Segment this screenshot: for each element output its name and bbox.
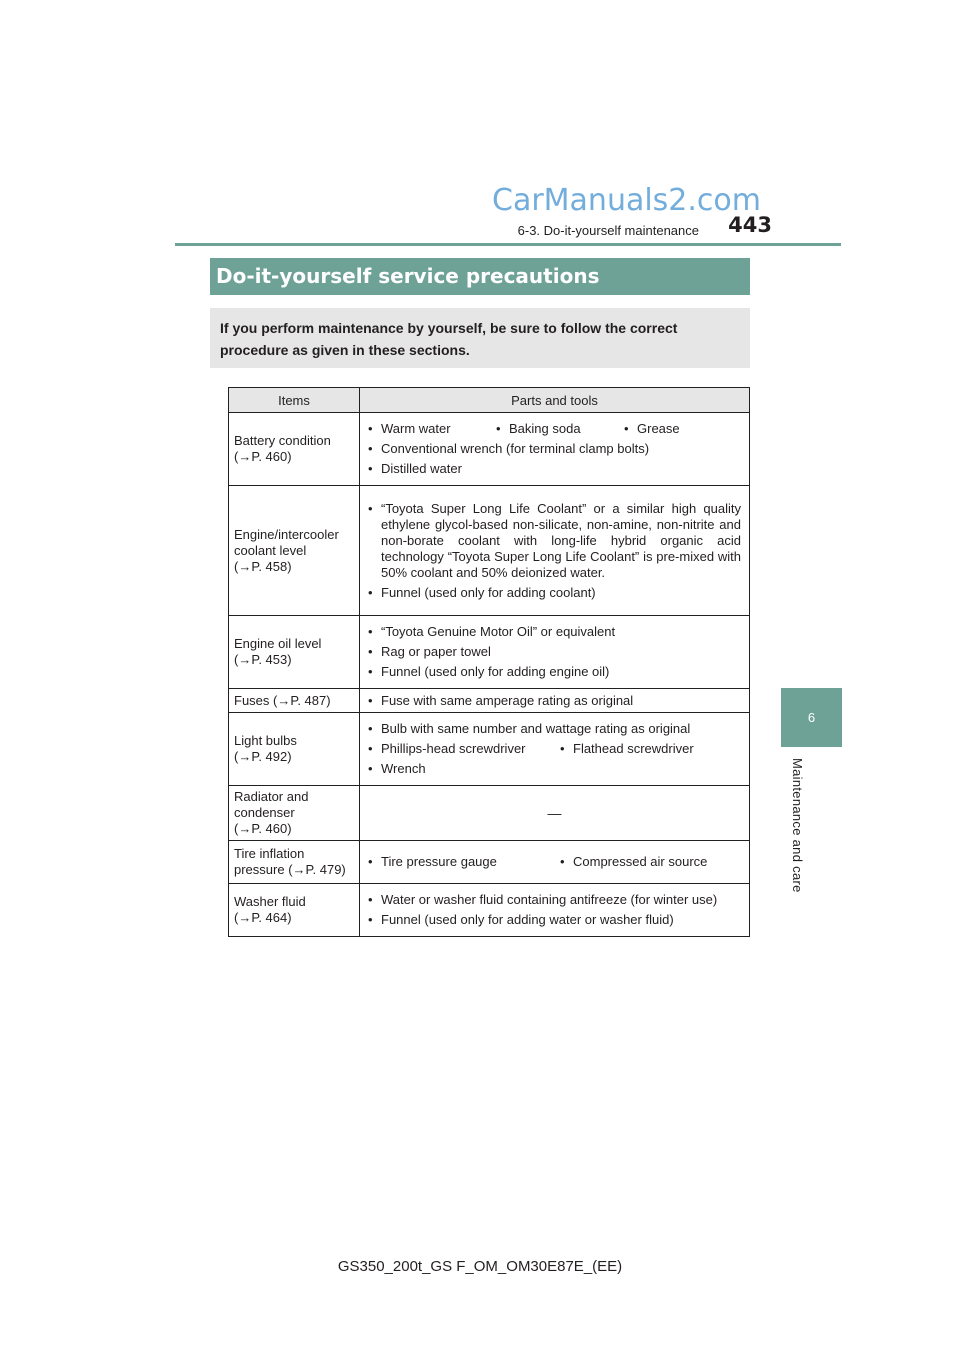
table-row [229,884,750,937]
table-row [229,486,750,616]
tools-cell: • Water or washer fluid containing antifreeze (for winter use) • Funnel (used only for adding water or washer fluid) [360,884,750,937]
list-item: Bulb with same number and wattage rating as original [381,721,691,736]
list-item: “Toyota Super Long Life Coolant” or a similar high quality ethylene glycol-based non-silicate, non-amine, non-nitrite and non-borate coolant with long-life hybrid organic acid technology “Toyota Super Long Life Coolant” is pre-mixed with 50% coolant and 50% deionized water. [381,500,741,580]
tools-cell-empty: — [360,786,750,841]
list-item: Wrench [381,761,426,776]
list-item: Fuse with same amperage rating as original [381,692,634,708]
table-row [229,616,750,689]
list-item: Baking soda [509,421,581,436]
item-label: condenser [234,805,295,820]
item-cell [229,713,360,786]
tool-row: • Warm water • Baking soda • Grease [368,421,680,436]
item-cell [229,786,360,841]
item-ref: (→P. 492) [234,749,292,764]
item-ref: (→P. 458) [234,558,292,574]
list-item: Warm water [381,421,451,436]
parts-table [228,387,750,937]
list-item: Compressed air source [573,854,708,869]
section-label: 6-3. Do-it-yourself maintenance [517,223,699,238]
item-label: Light bulbs [234,733,297,748]
item-ref: (→P. 460) [234,821,292,836]
item-ref: (→P. 464) [234,910,292,925]
list-item: Funnel (used only for adding engine oil) [381,664,610,679]
chapter-tab: 6 [781,688,842,747]
chapter-title: Maintenance and care [790,758,805,893]
item-ref: (→P. 460) [234,449,292,464]
table-row [229,413,750,486]
column-header-items: Items [229,388,360,413]
item-cell [229,884,360,937]
tools-cell: • “Toyota Genuine Motor Oil” or equivalent • Rag or paper towel • Funnel (used only for adding engine oil) [360,616,750,689]
item-label: Tire inflation [234,846,305,861]
tools-cell: • “Toyota Super Long Life Coolant” or a similar high quality ethylene glycol-based non-silicate, non-amine, non-nitrite and non-borate coolant with long-life hybrid organic acid technology “Toyota Super Long Life Coolant” is pre-mixed with 50% coolant and 50% deionized water. • Funnel (used only for adding coolant) [360,486,750,616]
intro-text: If you perform maintenance by yourself, be sure to follow the correct procedure as given in these sections. [210,308,750,368]
item-label: Fuses (→P. 487) [234,692,331,708]
item-label: Engine/intercooler [234,526,339,542]
list-item: Water or washer fluid containing antifreeze (for winter use) [381,892,718,907]
list-item: Distilled water [381,461,462,476]
tools-cell: • Fuse with same amperage rating as original [360,689,750,713]
item-cell [229,841,360,884]
tool-row: • Tire pressure gauge • Compressed air source [368,854,708,869]
list-item: Phillips-head screwdriver [381,741,526,756]
item-ref: (→P. 453) [234,652,292,667]
item-label: Washer fluid [234,894,306,909]
tool-row: • Phillips-head screwdriver • Flathead screwdriver [368,741,694,756]
table-row [229,841,750,884]
table-row [229,689,750,713]
list-item: Rag or paper towel [381,644,491,659]
item-cell [229,689,360,713]
list-item: Flathead screwdriver [573,741,694,756]
document-code: GS350_200t_GS F_OM_OM30E87E_(EE) [337,1258,623,1275]
tools-cell: • Bulb with same number and wattage rating as original • Phillips-head screwdriver • Flathead screwdriver • Wrench [360,713,750,786]
tools-cell [360,841,750,884]
column-header-parts: Parts and tools [360,388,750,413]
item-label: Battery condition [234,433,331,448]
item-cell [229,486,360,616]
item-label: Radiator and [234,789,309,804]
table-row [229,713,750,786]
item-cell [229,616,360,689]
table-row [229,786,750,841]
page-number: 443 [728,213,772,237]
list-item: Conventional wrench (for terminal clamp bolts) [381,441,650,456]
header-rule [175,243,841,246]
tools-cell: • Warm water • Baking soda • Grease • Conventional wrench (for terminal clamp bolts) • Distilled water [360,413,750,486]
item-label: Engine oil level [234,636,322,651]
list-item: “Toyota Genuine Motor Oil” or equivalent [381,624,616,639]
item-label: coolant level [234,542,307,558]
watermark-logo: CarManuals2.com [492,183,762,218]
list-item: Funnel (used only for adding water or washer fluid) [381,912,674,927]
page-title: Do-it-yourself service precautions [210,258,750,295]
list-item: Funnel (used only for adding coolant) [381,584,596,600]
list-item: Tire pressure gauge [381,854,497,869]
item-cell [229,413,360,486]
item-ref: pressure (→P. 479) [234,862,346,877]
list-item: Grease [637,421,680,436]
